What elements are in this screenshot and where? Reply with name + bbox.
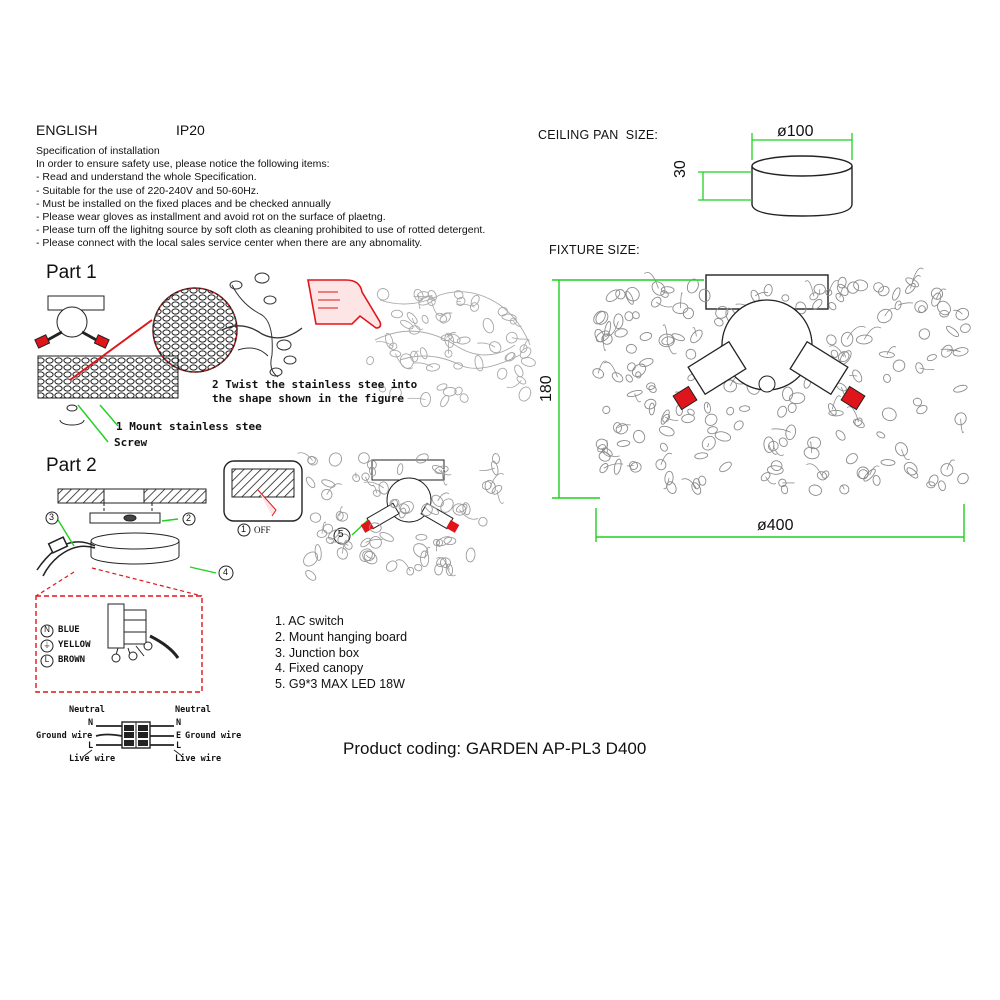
cluster-bubble [959, 323, 971, 334]
cluster-bubble [881, 459, 895, 466]
part1-callouts [78, 405, 118, 442]
cluster-stem [772, 429, 791, 432]
cluster-bubble [389, 350, 401, 358]
cluster-stem [707, 443, 709, 446]
callout-2-label: 2 [186, 513, 192, 523]
cluster-bubble [517, 385, 533, 403]
part1-fixture-icon [35, 296, 109, 348]
cluster-bubble [601, 405, 611, 415]
callout-5-label: 5 [338, 529, 344, 540]
cluster-bubble [327, 451, 344, 468]
cluster-stem [656, 302, 672, 307]
cluster-bubble [703, 412, 719, 428]
cluster-bubble [325, 536, 335, 545]
ceiling-hatch [58, 489, 206, 503]
cluster-stem [961, 419, 964, 433]
mount-step: 1 Mount stainless stee [116, 420, 262, 433]
cluster-bubble [844, 451, 859, 465]
fixture-body [673, 300, 865, 410]
cluster-bubble [725, 406, 735, 416]
cluster-bubble [902, 460, 920, 478]
fixture-height: 180 [538, 375, 555, 402]
cluster-bubble [399, 319, 414, 331]
part1-mesh-zoom [153, 288, 237, 372]
cluster-bubble [409, 326, 420, 335]
cluster-stem [512, 338, 529, 340]
part2-title: Part 2 [46, 455, 97, 476]
wire-yellow-label: YELLOW [58, 640, 91, 650]
cluster-bubble [314, 544, 322, 561]
callout-4-label: 4 [223, 567, 229, 577]
cluster-bubble [694, 452, 708, 459]
cluster-bubble [632, 429, 647, 445]
cluster-bubble [935, 299, 953, 318]
neutral-label-right: Neutral [175, 705, 211, 715]
cluster-bubble [821, 470, 831, 480]
switch-number: 1 [241, 524, 247, 534]
cluster-stem [356, 473, 357, 478]
cluster-bubble [629, 461, 642, 473]
cluster-stem [396, 560, 410, 572]
cluster-bubble [956, 471, 971, 486]
ceiling-pan-caption: CEILING PAN SIZE: [538, 128, 659, 142]
cluster-bubble [419, 347, 429, 360]
cluster-bubble [739, 406, 749, 412]
cluster-bubble [827, 301, 837, 311]
cluster-bubble [929, 286, 945, 302]
cluster-stem [604, 362, 618, 377]
ip-rating: IP20 [176, 122, 205, 138]
part1-title: Part 1 [46, 262, 97, 283]
cluster-bubble [474, 355, 485, 372]
spec-line: - Read and understand the whole Specification. [36, 171, 257, 184]
live-label-left: Live wire [69, 754, 116, 764]
cluster-stem [898, 303, 913, 305]
cluster-bubble [360, 548, 379, 566]
cluster-stem [490, 474, 504, 487]
cluster-bubble [635, 371, 641, 378]
cluster-stem [327, 484, 342, 495]
legend-item: 4. Fixed canopy [275, 661, 364, 676]
cluster-bubble [496, 367, 508, 381]
cluster-bubble [310, 513, 321, 523]
cluster-bubble [492, 453, 500, 464]
cluster-bubble [926, 481, 935, 488]
cluster-bubble [718, 460, 733, 473]
cluster-stem [920, 368, 935, 370]
cluster-stem [412, 318, 423, 330]
cluster-bubble [304, 569, 318, 582]
cluster-bubble [953, 384, 968, 394]
cluster-bubble [624, 290, 635, 305]
cluster-bubble [626, 344, 637, 354]
cluster-bubble [880, 406, 898, 423]
cluster-bubble [420, 551, 428, 567]
cluster-bubble [369, 536, 383, 550]
cluster-bubble [835, 282, 850, 297]
red-hand-icon [308, 280, 381, 328]
cluster-bubble [439, 394, 451, 408]
cluster-bubble [782, 387, 793, 401]
product-coding: Product coding: GARDEN AP-PL3 D400 [343, 739, 647, 758]
cluster-bubble [891, 287, 902, 301]
fixture-caption: FIXTURE SIZE: [549, 243, 640, 257]
cluster-bubble [421, 314, 430, 324]
cluster-bubble [876, 431, 886, 440]
cluster-bubble [613, 458, 622, 475]
cluster-bubble [434, 564, 443, 576]
cluster-bubble [481, 317, 495, 334]
cluster-bubble [453, 386, 464, 397]
ground-label-right: Ground wire [185, 731, 242, 741]
spec-line: - Please wear gloves as installment and avoid rot on the surface of plaetng. [36, 211, 386, 224]
mount-board [90, 503, 179, 564]
cluster-stem [667, 340, 677, 354]
cluster-bubble [639, 331, 652, 342]
cluster-stem [864, 327, 881, 340]
wire-symbol-l: L [44, 655, 50, 664]
cluster-bubble [658, 425, 675, 438]
cluster-bubble [384, 559, 399, 574]
spec-line: - Please turn off the lighitng source by soft cloth as cleaning prohibited to use of rotted detergent. [36, 224, 486, 237]
ceiling-pan-diameter: ø100 [777, 123, 814, 140]
cluster-bubble [455, 296, 467, 308]
cluster-bubble [626, 361, 637, 372]
cluster-bubble [855, 465, 871, 481]
live-label-right: Live wire [175, 754, 222, 764]
cluster-stem [832, 396, 841, 410]
cluster-bubble [614, 328, 628, 338]
legend-list [275, 614, 407, 693]
cluster-bubble [681, 414, 695, 423]
l-label-right: L [176, 741, 182, 751]
cluster-bubble [937, 480, 946, 491]
spec-line: - Must be installed on the fixed places and be checked annually [36, 197, 331, 210]
cluster-stem [766, 477, 776, 484]
cluster-stem [806, 464, 822, 476]
cluster-stem [477, 343, 495, 347]
cluster-bubble [321, 489, 333, 501]
cluster-bubble [684, 347, 697, 361]
cluster-stem [413, 363, 433, 368]
cluster-stem [887, 347, 896, 355]
cluster-bubble [625, 374, 634, 384]
cluster-bubble [683, 308, 694, 319]
cluster-bubble [825, 333, 838, 347]
cluster-stem [408, 398, 426, 399]
cluster-bubble [416, 534, 427, 540]
cluster-bubble [891, 358, 907, 374]
cluster-bubble [322, 523, 333, 534]
screw-label: Screw [114, 436, 148, 449]
cluster-bubble [853, 279, 868, 291]
n-label-left: N [88, 718, 94, 728]
spec-title: Specification of installation [36, 145, 160, 157]
cluster-bubble [872, 475, 880, 486]
cluster-bubble [624, 285, 642, 303]
cluster-bubble [617, 440, 630, 447]
wire-symbol-n: N [44, 625, 50, 634]
cluster-bubble [732, 419, 745, 432]
ground-label-left: Ground wire [36, 731, 93, 741]
cluster-bubble [917, 327, 932, 342]
cluster-bubble [686, 408, 695, 417]
cluster-stem [661, 453, 672, 465]
legend-item: 3. Junction box [275, 645, 360, 660]
l-label-left: L [88, 741, 94, 751]
cluster-bubble [497, 306, 509, 317]
ceiling-pan-height: 30 [672, 160, 689, 178]
cluster-bubble [478, 517, 488, 527]
wire-blue-label: BLUE [58, 625, 80, 635]
cluster-bubble [375, 286, 391, 302]
cluster-bubble [808, 484, 823, 497]
cluster-bubble [615, 422, 630, 436]
spec-line: - Suitable for the use of 220-240V and 50-60Hz. [36, 184, 259, 197]
cluster-bubble [914, 300, 928, 314]
cluster-stem [366, 539, 383, 542]
junction-cable [37, 537, 95, 576]
wire-brown-label: BROWN [58, 655, 86, 665]
legend-item: 1. AC switch [275, 614, 344, 628]
cluster-stem [707, 404, 708, 408]
ceiling-pan-drawing [752, 156, 852, 216]
cluster-bubble [321, 478, 336, 489]
cluster-stem [618, 425, 631, 428]
cluster-bubble [834, 429, 847, 442]
cluster-bubble [639, 357, 654, 368]
cluster-bubble [356, 451, 371, 466]
cluster-bubble [872, 281, 885, 294]
twist-step-line1: 2 Twist the stainless stee into [212, 378, 418, 391]
cluster-stem [604, 464, 623, 468]
cluster-stem [507, 380, 522, 387]
cluster-bubble [305, 476, 317, 489]
cluster-bubble [852, 418, 866, 430]
ground-icon: ⏚ [43, 641, 51, 650]
cluster-bubble [366, 356, 375, 366]
cluster-bubble [927, 473, 940, 487]
cluster-bubble [879, 351, 895, 358]
cluster-stem [953, 310, 962, 314]
switch-off-label: OFF [254, 525, 271, 535]
e-label-right: E [176, 731, 182, 741]
twist-step-line2: the shape shown in the figure [212, 392, 405, 405]
n-label-right: N [176, 718, 182, 728]
cluster-bubble [776, 405, 788, 419]
neutral-label-left: Neutral [69, 705, 105, 715]
cluster-bubble [659, 442, 669, 453]
cluster-bubble [436, 383, 448, 392]
cluster-stem [497, 490, 504, 504]
legend-item: 5. G9*3 MAX LED 18W [275, 677, 405, 692]
cluster-bubble [502, 313, 517, 321]
terminal-diagram [84, 722, 182, 756]
cluster-bubble [883, 374, 892, 384]
cluster-bubble [875, 306, 895, 325]
cluster-bubble [945, 325, 960, 339]
spec-line: In order to ensure safety use, please notice the following items: [36, 158, 330, 171]
cluster-bubble [444, 537, 456, 544]
cluster-bubble [926, 353, 937, 362]
legend-item: 2. Mount hanging board [275, 629, 408, 644]
callout-3-label: 3 [49, 512, 55, 522]
cluster-bubble [465, 548, 475, 563]
language-heading: ENGLISH [36, 122, 98, 138]
cluster-stem [680, 293, 682, 309]
fixture-diameter: ø400 [757, 517, 794, 534]
spec-line: - Please connect with the local sales service center when there are any abnomality. [36, 237, 423, 250]
cluster-bubble [391, 310, 403, 318]
